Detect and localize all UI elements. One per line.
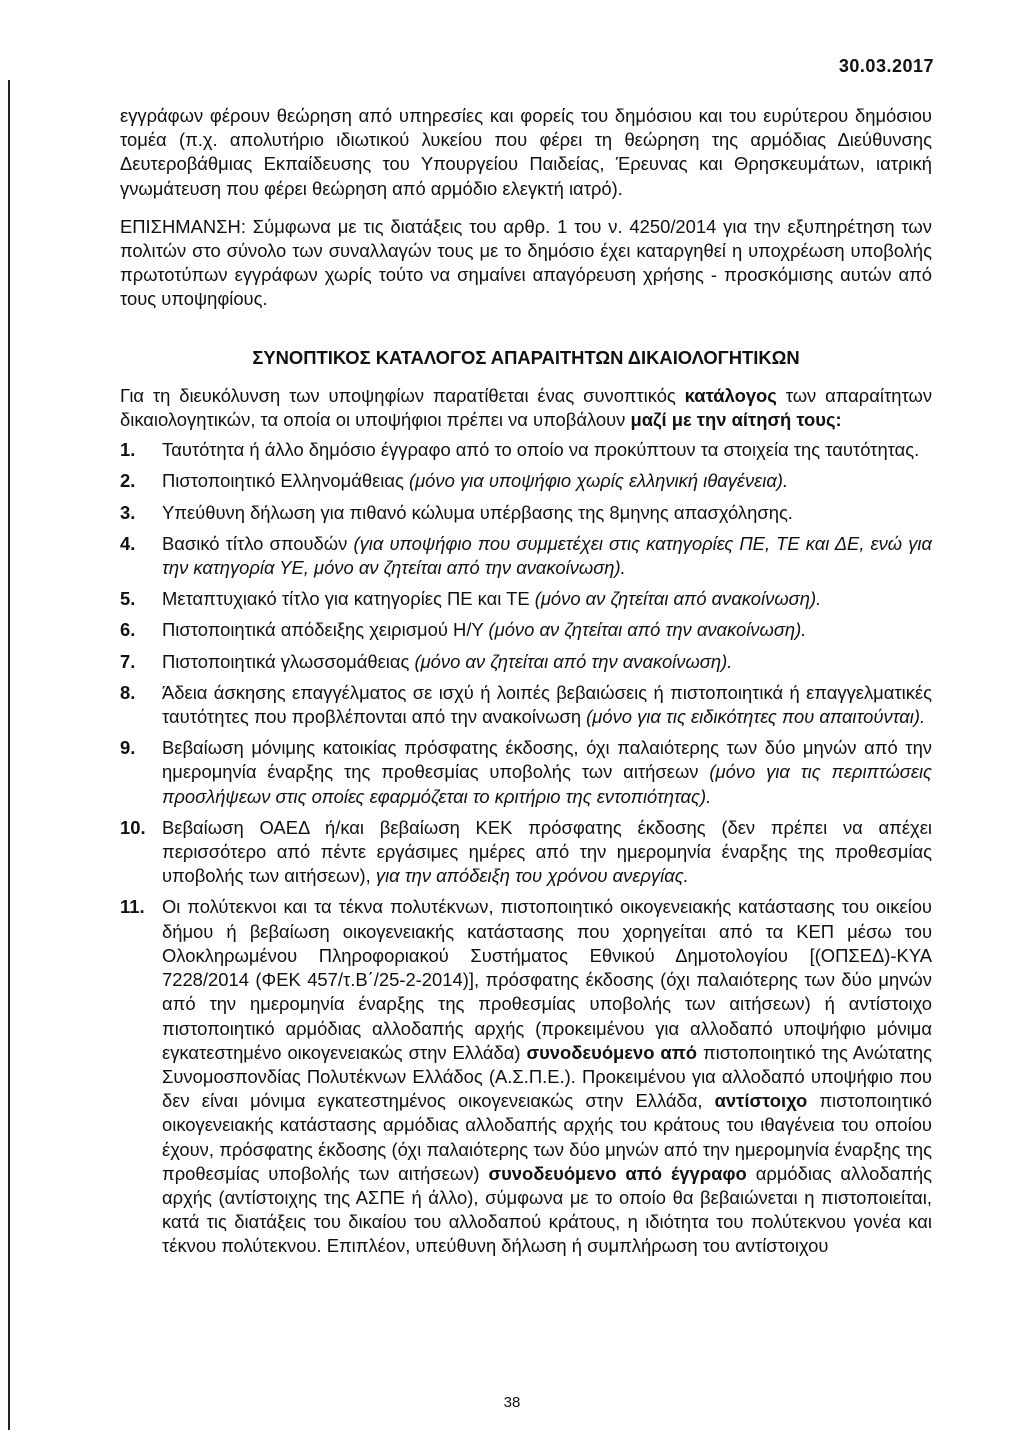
item-note: (μόνο για τις περιπτώσεις προσλήψεων στις οποίες εφαρμόζεται το κριτήριο της εντοπιότητας). [162,761,932,807]
list-item [120,736,932,809]
lead-text-2: των απαραίτητων δικαιολογητικών, τα οποία οι υποψήφιοι πρέπει να υποβάλουν [120,384,933,431]
list-item [120,438,932,462]
item-number: 11. [120,896,145,918]
lead-bold-1: κατάλογος [684,384,777,406]
list-item [120,532,932,580]
item-text: πιστοποιητικό της Ανώτατης Συνομοσπονδίας Πολυτέκνων Ελλάδος (Α.Σ.Π.Ε.). Προκειμένου για αλλοδαπό υποψήφιο που δεν είναι μόνιμα εγκατεστημένος οικογενειακώς στην Ελλάδα, [162,1041,932,1112]
item-number: 8. [120,681,136,703]
note-paragraph: ΕΠΙΣΗΜΑΝΣΗ: Σύμφωνα με τις διατάξεις του αρθρ. 1 του ν. 4250/2014 για την εξυπηρέτηση των πολιτών στο σύνολο των συναλλαγών τους με το δημόσιο έχει καταργηθεί η υποχρέωση υποβολής πρωτοτύπων εγγράφων χωρίς τούτο να σημαίνει απαγόρευση χρήσης - προσκόμισης αυτών από τους υποψηφίους. [120,215,932,310]
item-text: Μεταπτυχιακό τίτλο για κατηγορίες ΠΕ και ΤΕ [162,588,535,610]
item-note: (μόνο για τις ειδικότητες που απαιτούνται). [586,706,926,728]
lead-paragraph [120,384,932,432]
item-note: (μόνο αν ζητείται από την ανακοίνωση). [414,650,733,672]
item-bold: συνοδευόμενο από [526,1041,698,1063]
item-text: αρμόδιας αλλοδαπής αρχής (αντίστοιχης της ΑΣΠΕ ή άλλο), σύμφωνα με το οποίο θα βεβαιώνεται η πιστοποιείται, κατά τις διατάξεις του δικαίου του αλλοδαπού κράτους, η ιδιότητα του πολύτεκνου γονέα και τέκνου πολύτεκνου. Επιπλέον, υπεύθυνη δήλωση ή συμπλήρωση του αντίστοιχου [162,1162,933,1257]
list-item [120,681,932,729]
item-number: 5. [120,588,136,610]
item-number: 6. [120,619,136,641]
document-date: 30.03.2017 [838,56,934,76]
item-number: 2. [120,470,136,492]
lead-bold-2: μαζί με την αίτησή τους: [630,409,842,431]
page-edge-line [8,80,10,1430]
item-note: (μόνο για υποψήφιο χωρίς ελληνική ιθαγένεια). [408,470,789,492]
list-item [120,501,932,525]
item-note: (μόνο αν ζητείται από ανακοίνωση). [534,588,822,610]
item-text: Βασικό τίτλο σπουδών [162,532,354,554]
item-text: Πιστοποιητικά απόδειξης χειρισμού Η/Υ [162,619,489,641]
item-text: Άδεια άσκησης επαγγέλματος σε ισχύ ή λοιπές βεβαιώσεις ή πιστοποιητικά ή επαγγελματικές ταυτότητες που προβλέπονται από την ανακοίνωση [162,681,932,728]
item-text: Υπεύθυνη δήλωση για πιθανό κώλυμα υπέρβασης της 8μηνης απασχόλησης. [162,501,793,523]
item-bold: συνοδευόμενο από έγγραφο [488,1162,747,1184]
item-bold: αντίστοιχο [714,1090,808,1112]
item-text: Βεβαίωση μόνιμης κατοικίας πρόσφατης έκδοσης, όχι παλαιότερης των δύο μηνών από την ημερομηνία έναρξης της προθεσμίας υποβολής των αιτήσεων [162,737,932,783]
item-text: Οι πολύτεκνοι και τα τέκνα πολυτέκνων, πιστοποιητικό οικογενειακής κατάστασης του οικείου δήμου ή βεβαίωση οικογενειακής κατάστασης που χορηγείται από τα ΚΕΠ μέσω του Ολοκληρωμένου Πληροφοριακού Συστήματος Εθνικού Δημοτολογίου [(ΟΠΣΕΔ)-ΚΥΑ 7228/2014 (ΦΕΚ 457/τ.Β΄/25-2-2014)], πρόσφατης έκδοσης (όχι παλαιότερης των δύο μηνών από την ημερομηνία έναρξης της προθεσμίας υποβολής των αιτήσεων) ή αντίστοιχο πιστοποιητικό αρμόδιας αλλοδαπής αρχής (προκειμένου για αλλοδαπό υποψήφιο μόνιμα εγκατεστημένο οικογενειακώς στην Ελλάδα) [162,896,932,1063]
item-number: 1. [120,439,136,461]
item-text: πιστοποιητικό οικογενειακής κατάστασης αρμόδιας αλλοδαπής αρχής του κράτους του ιθαγένεια του οποίου έχουν, πρόσφατης έκδοσης (όχι παλαιότερης των δύο μηνών από την ημερομηνία έναρξης της προθεσμίας υποβολής των αιτήσεων) [162,1090,932,1184]
list-item [120,650,932,674]
page-number: 38 [503,1394,521,1411]
item-text: Βεβαίωση ΟΑΕΔ ή/και βεβαίωση ΚΕΚ πρόσφατης έκδοσης (δεν πρέπει να απέχει περισσότερο από πέντε εργάσιμες ημέρες από την ημερομηνία έναρξης της προθεσμίας υποβολής των αιτήσεων), [162,816,932,887]
intro-paragraph: εγγράφων φέρουν θεώρηση από υπηρεσίες και φορείς του δημόσιου και του ευρύτερου δημόσιου τομέα (π.χ. απολυτήριο ιδιωτικού λυκείου που φέρει τη θεώρηση της αρμόδιας Διεύθυνσης Δευτεροβάθμιας Εκπαίδευσης του Υπουργείου Παιδείας, Έρευνας και Θρησκευμάτων, ιατρική γνωμάτευση που φέρει θεώρηση από αρμόδιο ελεγκτή ιατρό). [120,105,932,199]
item-note: (για υποψήφιο που συμμετέχει στις κατηγορίες ΠΕ, ΤΕ και ΔΕ, ενώ για την κατηγορία ΥΕ, μόνο αν ζητείται από την ανακοίνωση). [162,532,932,579]
item-number: 4. [120,532,136,554]
item-note: για την απόδειξη του χρόνου ανεργίας. [375,865,689,887]
list-item [120,469,932,493]
list-item [120,895,932,1258]
item-number: 3. [120,501,136,523]
list-item [120,587,932,611]
item-number: 10. [120,816,146,838]
item-text: Πιστοποιητικό Ελληνομάθειας [162,470,409,492]
item-number: 9. [120,737,136,759]
documents-list [120,438,932,1258]
item-number: 7. [120,650,136,672]
list-item [120,816,932,889]
document-body [120,104,932,1266]
item-text: Ταυτότητα ή άλλο δημόσιο έγγραφο από το οποίο να προκύπτουν τα στοιχεία της ταυτότητας. [162,439,920,461]
list-item [120,618,932,642]
item-text: Πιστοποιητικά γλωσσομάθειας [162,650,415,672]
lead-text-1: Για τη διευκόλυνση των υποψηφίων παρατίθεται ένας συνοπτικός [120,384,685,406]
section-title: ΣΥΝΟΠΤΙΚΟΣ ΚΑΤΑΛΟΓΟΣ ΑΠΑΡΑΙΤΗΤΩΝ ΔΙΚΑΙΟΛΟΓΗΤΙΚΩΝ [252,346,800,368]
item-note: (μόνο αν ζητείται από την ανακοίνωση). [488,619,807,641]
